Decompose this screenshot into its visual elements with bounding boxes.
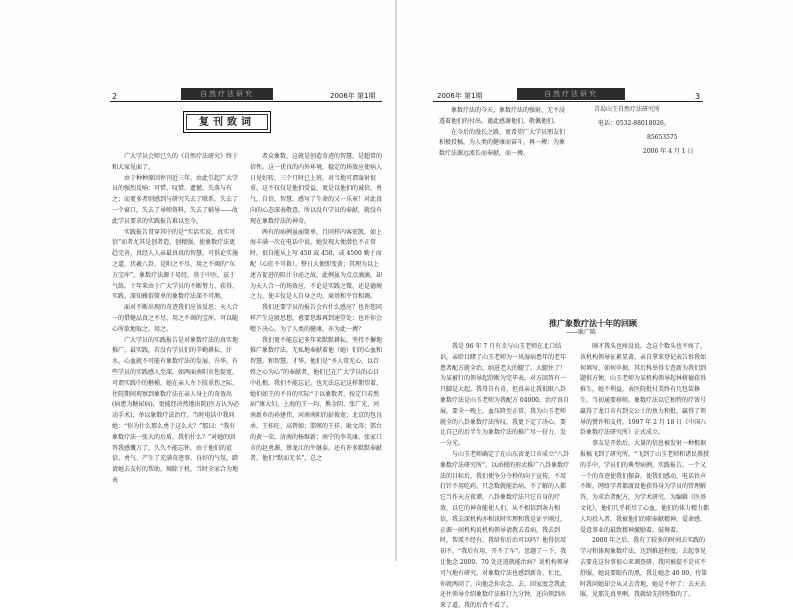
article-author: ——耿广陈 <box>566 329 597 336</box>
right-column-1 <box>440 342 570 610</box>
header-banner: 自然疗法研究 <box>181 88 273 100</box>
header-rule <box>433 101 703 102</box>
left-column-1 <box>112 152 240 548</box>
paragraph: 广大学员会师已久的《自然疗法研究》终于和大家见面了。 <box>112 153 239 171</box>
paragraph: 我们还要学员的报告会有什么感应？也许您同样产生这般思想，愈要思维再到速堂处；也许你会嗯下决心，为了人类的健康，亦为此一搏？ <box>250 304 383 333</box>
header-banner: 自然疗法研究 <box>517 88 625 100</box>
paragraph: 由于种种原因停刊近三年，由此引起广大学员的强烈反响：可惜、叹惜、遗憾、失落与有之；而更多者则感到与研究失去了联系，失去了一个窗口，失去了导师资料，失去了辅导——故此学员要求的实践报告难以至今。 <box>112 174 239 225</box>
paragraph: 象数疗法的今天，象数疗法的强射，无不浸透着他们的付出，谨此感谢他们，敬佩他们。 <box>439 107 566 125</box>
paragraph: 面对不断出现的奇迹我们应该反思：天人合一的借健品真之不尽，用之不竭的宝库，可以随心所欲地取之，用之。 <box>112 304 239 333</box>
page-title: 复刊致词 <box>186 114 268 130</box>
right-column-2 <box>580 342 710 599</box>
header-issue: 2006年 第1期 <box>437 92 483 100</box>
paragraph: 2000 年之后，我有了较多的时间去实践的学习和体现象数疗法，达到推进程度，去起事见去要花这份事很心来调查研。我同被提不是宾不舒服，她说要眼有的黑，我让她念 40 00，待第时我问她却会从又去背地，她是不停了：去天衣服，见那先真里啊，我就给先削签数的了。 <box>580 537 708 599</box>
paragraph: 我是 96 年 7 月有幸与山玉老师在北口结识，亲聆目睹了山玉老师为一风湿病患年的老年患者配方就全治，纳进老大的腿了，大腿往了！为某被行的领导起舒断为完毕表。对方回答有一只脚是大起。我母自有奇，但真亲让我很限八卦象数疗法是山玉老师为我配方 04000，治疗真自展。要全一晚上，血压降至正常，我为山玉老师就全的八卦象数疗法所叹，我更下定了决心，要让自己的后半生为象数疗法的推广尽一份力，发一分光。 <box>440 343 569 448</box>
left-column-2 <box>250 152 382 548</box>
paragraph: 与山玉老师确定了在山东省龙口市成立“八卦象数疗法研究所”，以函授的形式推广八卦象数疗法的目标后，我们便争分夺秒的向于宣传，不用打针不用吃药，只念数就能治病，不了解的人都它当作天方夜谭，八卦象数疗法只它自身的疗效，以它的神奇能使人们，从不相信到条力相信，我去深机构亦相讯时实理和我是证平刚过，正源一间机构说机构领导请教去看病，我去到时，帮派不经有，我给你后治可以吗？他得信用初不，“我后有用，开不了车”。思题了一下，我让他念 2000、70 处还返就能治病？说机构领导可气地有研究，对象数疗法也感到新奇，忙比，你就两问了，向他念你农念，去，回家度念我此还往领导介绍象数疗法推行九分钟，还向领到出来了道。我的后背不看了。 <box>440 450 570 610</box>
contact-org: 青岛山王自然疗法研究所 <box>594 106 661 113</box>
title-box <box>183 111 271 133</box>
contact-phone: 电话：0532-88018026。 <box>598 120 670 127</box>
contact-date: 2006 年 4 月 1 日 <box>643 148 694 155</box>
paragraph: 两有的病例虽丽简单，且同样内客宏凯，如上海丰满一次在电话中说，她发现大便潜色不正常时，很自能从上写 450 或 450，或 4500 勤于而配（心肛不可救）。整日大便即变黄；其理为以上述方促进的阻汁分泌之故，此例虽为点点滴滴，却为天人合一的场效应，不论是实践之微，还是德规之力，使丰仪是人自身之功，商基和平宫相调。 <box>250 228 383 301</box>
paragraph: 者众象数，这就是创造奇迹的智慧，是超常的信性。这一优良的内外环境，稳定的场效应使病人日见好转，三个月时已上班。对当地可谓轰射很重。这不仅仅是他们受益，更是以他们的诚信、勇气，自信、智慧，感写了生命的又一乐章！对此真向的心态深表敬意，所以没有学员的奉献，就没有现在象数疗法的神奇。 <box>250 153 383 225</box>
paragraph: 刚才我头也疼没说，念这个数头也不疼了，该机构领导征累显著，亲自拿来登记表告诉我如何填写，如何申据，其后科举得专查新为我们到题供方便，山玉老师为某机构领导起林树德获得推生，她不利益，表医院批付美终有几包装修生，当初通要移师，象数疗法以它独特的疗效号赢得了龙口市有到交公士的鱼力和批，赢得了领导的赞许和支持。1997 年 2 月 18 日《中国八卦象数疗法研究所》正式成立。 <box>580 343 707 437</box>
right-top-column <box>439 106 567 166</box>
left-page <box>0 0 396 561</box>
page-number: 3 <box>695 92 701 101</box>
paragraph: 实践报告贯穿其中的是“实话实说，真实可信”而者尤其是创者造、创精强、使象数疗法更趋完善，真经人人亲最真真的智慧，可供论实施之道，伏羲八卦、是阳之不尽，用之不竭的“东方宝库”，象数疗法源于易经，基于中医，兹于气练。十年来由于广大学员的不断努力、获得、实践、深知雅俗简单的象数疗法深不可测。 <box>112 228 239 301</box>
paragraph: 事友是开始后，大量的信息被发射一种根据报稿飞到了研究所，“飞到了山玉老师和诸民教授的手中，学员们的典型病例，实践报告，一个又一个的奇迹使我们振奋，使我们感动，电话铃声不断，网络学者都渡设他获得身为学员的管理解答，为求治者配方，为学术研究，为编辑《医基文化》，他们几乎耗尽了心血，他们的体力精力都人均投入者，我被他们的职奉献精神，爱命感、爱意事业的最致精神激励着。鼓舞着。 <box>580 440 710 534</box>
paragraph: 我们更不能忘记多年来默默耕耘，坚持不懈地推广象数疗法，无私地奉献着他（她）们的心血和智慧，和智慧，才华。他们是“圣人常无心，以百姓之心为心”的奉献者，他们已在广大学员的心目中扎根，我们不能忘记。也无法忘记这样期望着、她们如王的不肯的实际“于以象数者，按定口若然病”康大妇，上海的王一均、熊金阴、张广光，河南新乡的孙建伟、河南南阳的彭俊宽；北京的包良承、王桂旺、高碧如；邯郸的王祥、耿文涛；邯台的黄一荣，济南的杨维新；南宁的李英康、张家口市的赵勇源、蔡龙江的牛继泰。还有许多默默奉献者，他们“默而无名”，总之 <box>250 336 383 463</box>
paragraph: 广大学员的实践报告是对象数疗法的真实地推广、最实践，若没有学员们的辛勤耕耘、汗水，心血就不可能有象数疗法的发展、升华。有些学员的实践感人至深，如两面南阳市您提宽，可谓实践中的楷模，她在亲人左下肢重伤之际、住院期间观察到象数疗法在亲人身上的奇效出(病患为糖尿病)，更能经决然地出院(医方认为必动手术)，单以象数疗法治疗。当时电话中我问她：“你为什么那么勇于这么大？”那曰：“我有象数疗法一张大的后盾，我怕什么？”对她的回答我感慨万了，久久不能忘怀，由于他们的谊信、勇气、产生了充满奇迹事、良好的气氛，踏请她去友好的帮助，辣除于机。当时全家合为地表 <box>112 336 240 484</box>
paragraph: 在今后的漫长之路，更希望广大学员朋友们积极投稿，为人类的健康而奋斗，再一搏：为象数疗法源远流长而奉献，而一搏。 <box>439 128 566 158</box>
header-rule <box>110 101 382 102</box>
header-issue: 2006年 第1期 <box>330 92 376 100</box>
page-number: 2 <box>112 92 118 101</box>
article-title: 推广象数疗法十年的回顾 <box>549 318 637 328</box>
contact-phone-2: 85653575 <box>647 134 678 141</box>
